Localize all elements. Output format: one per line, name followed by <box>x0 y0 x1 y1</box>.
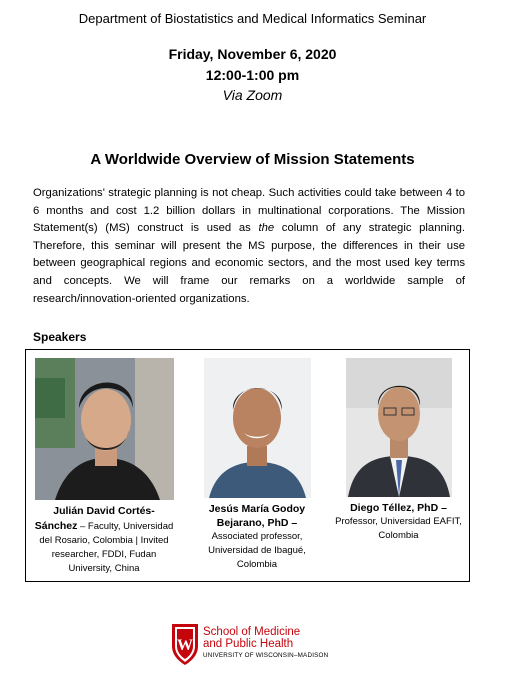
speakers-panel <box>25 349 470 582</box>
talk-abstract <box>33 185 465 308</box>
seminar-venue: Via Zoom <box>222 87 283 103</box>
portrait-image <box>204 358 311 498</box>
speaker-card-tellez <box>331 358 466 543</box>
abstract-text-continued: column of any strategic planning. Therefore, this seminar will present the MS purpose, the differences in their use between geographical regions and economic sectors, and the most used key terms and concepts. We will frame our remarks on a worldwide sample of research/innovation-oriented organizations. <box>33 222 465 305</box>
speaker-name: Jesús María Godoy Bejarano, PhD – <box>208 503 306 529</box>
abstract-text: Organizations' strategic planning is not cheap. Such activities could take between 4 to 6 months and cost 1.2 billion dollars in multinational corporations. The Mission Statement(s) (MS) construct is used as <box>33 187 465 235</box>
portrait-image <box>35 358 174 500</box>
logo-line-3: UNIVERSITY OF WISCONSIN–MADISON <box>203 652 329 659</box>
abstract-emphasis: the <box>258 222 275 235</box>
speaker-photo-tellez <box>346 358 452 497</box>
speakers-heading: Speakers <box>33 330 87 344</box>
speaker-caption-cortes <box>34 504 174 576</box>
speaker-caption-tellez <box>331 501 466 543</box>
speaker-photo-godoy <box>204 358 311 498</box>
logo-line-2: and Public Health <box>203 638 294 650</box>
speaker-affiliation: Professor, Universidad EAFIT, Colombia <box>335 516 462 541</box>
speaker-caption-godoy <box>192 502 322 572</box>
talk-title: A Worldwide Overview of Mission Statements <box>90 151 415 168</box>
uw-crest-icon <box>170 622 200 666</box>
seminar-date: Friday, November 6, 2020 <box>168 46 337 62</box>
speaker-card-cortes <box>34 358 174 576</box>
speaker-card-godoy <box>192 358 322 572</box>
speaker-photo-cortes <box>35 358 174 500</box>
logo-line-1: School of Medicine <box>203 626 301 638</box>
speaker-name: Julián David Cortés-Sánchez <box>34 505 155 532</box>
speaker-affiliation: – Faculty, Universidad del Rosario, Colombia | Invited researcher, FDDI, Fudan University, China <box>39 521 174 574</box>
speaker-name: Diego Téllez, PhD – <box>350 502 447 514</box>
speaker-affiliation: Associated professor, Universidad de Ibagué, Colombia <box>208 531 306 570</box>
portrait-image <box>346 358 452 497</box>
department-heading: Department of Biostatistics and Medical Informatics Seminar <box>78 11 427 26</box>
seminar-time: 12:00-1:00 pm <box>205 67 300 83</box>
uw-smph-logo <box>170 622 350 670</box>
crest-letter: W <box>177 637 193 654</box>
